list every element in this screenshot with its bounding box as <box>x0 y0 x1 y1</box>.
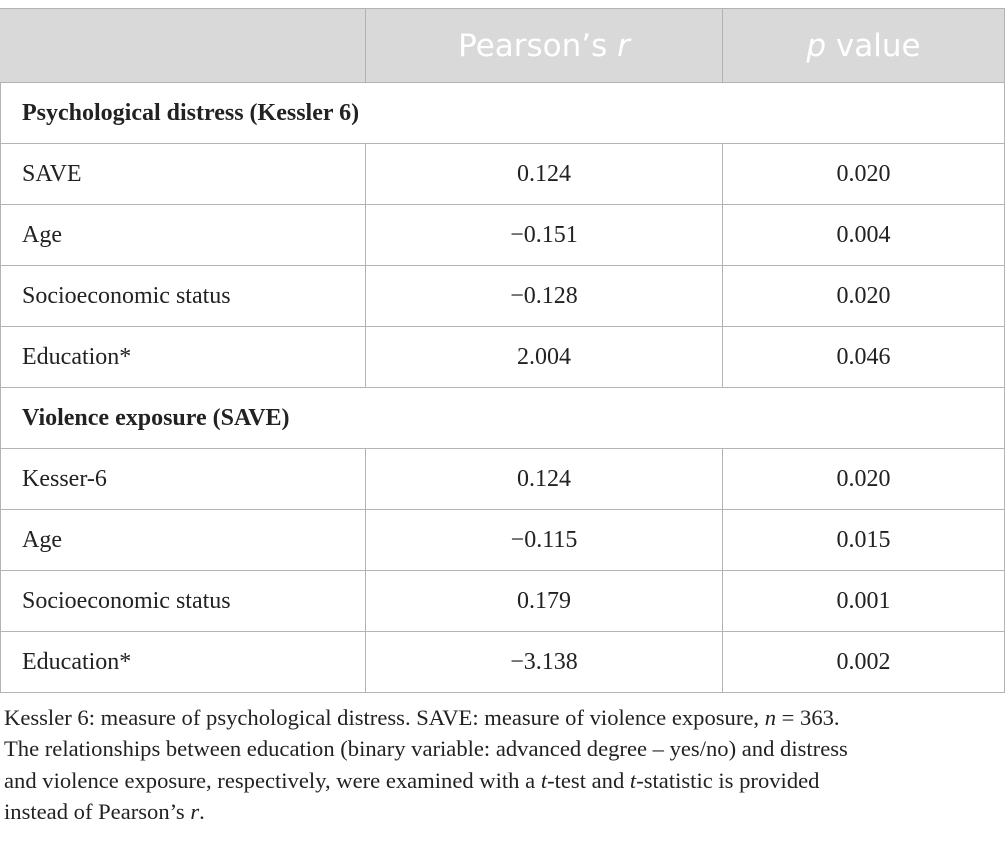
section-row-violence <box>1 388 1005 449</box>
row-label: Kesser-6 <box>1 449 366 510</box>
p-value: 0.020 <box>723 449 1005 510</box>
row-label: Socioeconomic status <box>1 571 366 632</box>
table-header-row <box>1 9 1005 83</box>
header-empty-cell <box>1 9 366 83</box>
header-pearsons-r: Pearson’s r <box>366 9 723 83</box>
row-label: Age <box>1 510 366 571</box>
p-value: 0.020 <box>723 266 1005 327</box>
row-label: Education* <box>1 327 366 388</box>
p-value: 0.001 <box>723 571 1005 632</box>
table-row <box>1 144 1005 205</box>
pearson-r-value: 0.179 <box>366 571 723 632</box>
section-title: Violence exposure (SAVE) <box>1 388 1005 449</box>
section-row-distress <box>1 83 1005 144</box>
pearson-r-value: 2.004 <box>366 327 723 388</box>
row-label: Socioeconomic status <box>1 266 366 327</box>
pearson-r-value: −0.151 <box>366 205 723 266</box>
pearson-r-value: 0.124 <box>366 144 723 205</box>
footnote-line: instead of Pearson’s r. <box>4 799 205 825</box>
table-row <box>1 571 1005 632</box>
footnote-line: Kessler 6: measure of psychological distress. SAVE: measure of violence exposure, n = 363. <box>4 705 840 730</box>
header-p-value: p value <box>723 9 1005 83</box>
pearson-r-value: −3.138 <box>366 632 723 693</box>
p-value: 0.004 <box>723 205 1005 266</box>
section-title: Psychological distress (Kessler 6) <box>1 83 1005 144</box>
row-label: Age <box>1 205 366 266</box>
table-row <box>1 632 1005 693</box>
row-label: SAVE <box>1 144 366 205</box>
pearson-r-value: −0.128 <box>366 266 723 327</box>
table-row <box>1 266 1005 327</box>
table-row <box>1 510 1005 571</box>
table-row <box>1 449 1005 510</box>
table-footnote <box>4 702 1004 828</box>
table-row <box>1 205 1005 266</box>
pearson-r-value: 0.124 <box>366 449 723 510</box>
pearson-r-value: −0.115 <box>366 510 723 571</box>
footnote-line: and violence exposure, respectively, were examined with a t-test and t-statistic is provided <box>4 767 820 793</box>
p-value: 0.015 <box>723 510 1005 571</box>
p-value: 0.046 <box>723 327 1005 388</box>
correlation-table <box>0 8 1005 693</box>
table-row <box>1 327 1005 388</box>
row-label: Education* <box>1 632 366 693</box>
p-value: 0.002 <box>723 632 1005 693</box>
footnote-line: The relationships between education (binary variable: advanced degree – yes/no) and distress <box>4 736 848 762</box>
p-value: 0.020 <box>723 144 1005 205</box>
